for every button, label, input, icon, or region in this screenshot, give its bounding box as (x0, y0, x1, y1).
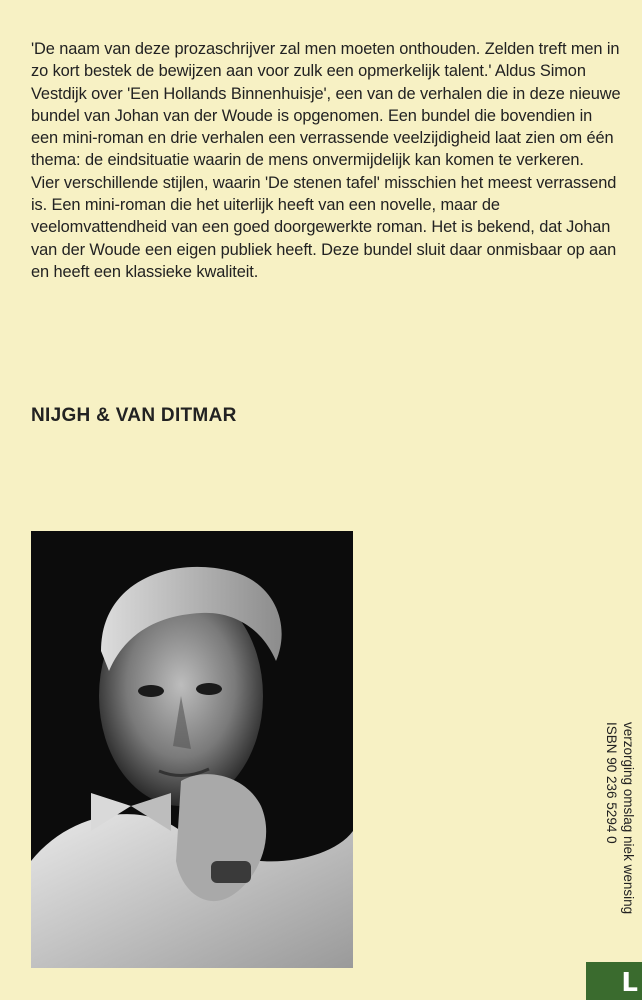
cover-design-credit: verzorging omslag niek wensing (621, 722, 636, 915)
isbn-number: ISBN 90 236 5294 0 (604, 722, 619, 844)
author-portrait-image (31, 531, 353, 968)
blurb-paragraph-2: Vier verschillende stijlen, waarin 'De stenen tafel' misschien het meest verrassend is. Een mini-roman die het uiterlijk heeft van een novelle, maar de veelomvattendheid van een goed doorgewerkte roman. Het is bekend, dat Johan van der Woude een eigen publiek heeft. Deze bundel sluit daar onmisbaar op aan en heeft een klassieke kwaliteit. (31, 173, 617, 281)
publisher-name: NIJGH & VAN DITMAR (31, 405, 237, 426)
author-photo (31, 531, 353, 968)
spine-credit-text (597, 722, 637, 972)
catalog-badge (586, 962, 642, 1000)
back-cover-blurb (31, 38, 621, 283)
blurb-paragraph-1: 'De naam van deze prozaschrijver zal men moeten onthouden. Zelden treft men in zo kort bestek de bewijzen aan voor zulk een opmerkelijk talent.' Aldus Simon Vestdijk over 'Een Hollands Binnenhuisje', een van de verhalen die in deze nieuwe bundel van Johan van der Woude is opgenomen. Een bundel die bovendien in een mini-roman en drie verhalen een verrassende veelzijdigheid laat zien om één thema: de eindsituatie waarin de mens onvermijdelijk kan komen te verkeren. (31, 40, 621, 170)
badge-letter: L (621, 968, 638, 998)
